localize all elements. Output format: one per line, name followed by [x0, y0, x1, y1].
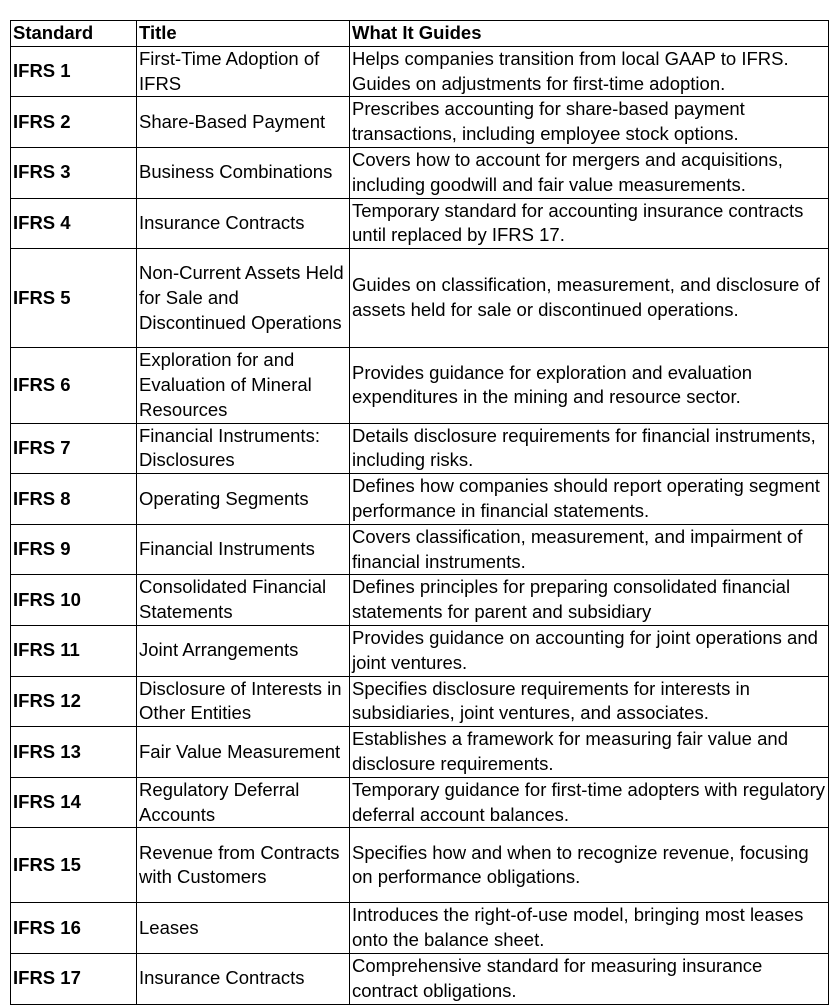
standard-cell: IFRS 17	[11, 953, 137, 1004]
title-cell: Joint Arrangements	[137, 625, 350, 676]
table-row	[11, 46, 829, 97]
standard-cell: IFRS 10	[11, 575, 137, 626]
title-cell: Financial Instruments	[137, 524, 350, 575]
table-row	[11, 474, 829, 525]
title-cell: Fair Value Measurement	[137, 727, 350, 778]
table-row	[11, 249, 829, 348]
table-row	[11, 147, 829, 198]
title-cell: Exploration for and Evaluation of Mineral Resources	[137, 348, 350, 423]
standard-cell: IFRS 1	[11, 46, 137, 97]
header-what-it-guides: What It Guides	[350, 21, 829, 47]
standard-cell: IFRS 12	[11, 676, 137, 727]
guides-cell: Introduces the right-of-use model, bringing most leases onto the balance sheet.	[350, 903, 829, 954]
standard-cell: IFRS 6	[11, 348, 137, 423]
ifrs-standards-table	[10, 20, 829, 1005]
guides-cell: Temporary standard for accounting insurance contracts until replaced by IFRS 17.	[350, 198, 829, 249]
standard-cell: IFRS 15	[11, 828, 137, 903]
standard-cell: IFRS 14	[11, 777, 137, 828]
title-cell: Operating Segments	[137, 474, 350, 525]
guides-cell: Prescribes accounting for share-based payment transactions, including employee stock options.	[350, 97, 829, 148]
title-cell: Non-Current Assets Held for Sale and Discontinued Operations	[137, 249, 350, 348]
guides-cell: Establishes a framework for measuring fair value and disclosure requirements.	[350, 727, 829, 778]
table-row	[11, 524, 829, 575]
guides-cell: Specifies how and when to recognize revenue, focusing on performance obligations.	[350, 828, 829, 903]
table-header	[11, 21, 829, 47]
title-cell: Business Combinations	[137, 147, 350, 198]
guides-cell: Guides on classification, measurement, and disclosure of assets held for sale or discontinued operations.	[350, 249, 829, 348]
standard-cell: IFRS 16	[11, 903, 137, 954]
guides-cell: Covers how to account for mergers and acquisitions, including goodwill and fair value measurements.	[350, 147, 829, 198]
standard-cell: IFRS 11	[11, 625, 137, 676]
table-row	[11, 198, 829, 249]
table-row	[11, 676, 829, 727]
title-cell: Share-Based Payment	[137, 97, 350, 148]
guides-cell: Helps companies transition from local GAAP to IFRS. Guides on adjustments for first-time adoption.	[350, 46, 829, 97]
table-row	[11, 423, 829, 474]
table-row	[11, 348, 829, 423]
table-row	[11, 727, 829, 778]
guides-cell: Defines principles for preparing consolidated financial statements for parent and subsidiary	[350, 575, 829, 626]
guides-cell: Comprehensive standard for measuring insurance contract obligations.	[350, 953, 829, 1004]
standard-cell: IFRS 2	[11, 97, 137, 148]
title-cell: Financial Instruments: Disclosures	[137, 423, 350, 474]
title-cell: Disclosure of Interests in Other Entities	[137, 676, 350, 727]
title-cell: Consolidated Financial Statements	[137, 575, 350, 626]
guides-cell: Specifies disclosure requirements for interests in subsidiaries, joint ventures, and associates.	[350, 676, 829, 727]
header-title: Title	[137, 21, 350, 47]
standard-cell: IFRS 8	[11, 474, 137, 525]
table-row	[11, 828, 829, 903]
title-cell: Leases	[137, 903, 350, 954]
title-cell: First-Time Adoption of IFRS	[137, 46, 350, 97]
guides-cell: Provides guidance on accounting for joint operations and joint ventures.	[350, 625, 829, 676]
guides-cell: Details disclosure requirements for financial instruments, including risks.	[350, 423, 829, 474]
title-cell: Insurance Contracts	[137, 198, 350, 249]
standard-cell: IFRS 3	[11, 147, 137, 198]
standard-cell: IFRS 9	[11, 524, 137, 575]
standard-cell: IFRS 7	[11, 423, 137, 474]
table-row	[11, 953, 829, 1004]
standard-cell: IFRS 4	[11, 198, 137, 249]
table-row	[11, 625, 829, 676]
table-row	[11, 777, 829, 828]
guides-cell: Provides guidance for exploration and evaluation expenditures in the mining and resource sector.	[350, 348, 829, 423]
table-body	[11, 46, 829, 1004]
table-row	[11, 903, 829, 954]
guides-cell: Temporary guidance for first-time adopters with regulatory deferral account balances.	[350, 777, 829, 828]
standard-cell: IFRS 13	[11, 727, 137, 778]
header-row	[11, 21, 829, 47]
title-cell: Revenue from Contracts with Customers	[137, 828, 350, 903]
guides-cell: Covers classification, measurement, and impairment of financial instruments.	[350, 524, 829, 575]
table-row	[11, 575, 829, 626]
table-row	[11, 97, 829, 148]
title-cell: Insurance Contracts	[137, 953, 350, 1004]
standard-cell: IFRS 5	[11, 249, 137, 348]
guides-cell: Defines how companies should report operating segment performance in financial statements.	[350, 474, 829, 525]
header-standard: Standard	[11, 21, 137, 47]
title-cell: Regulatory Deferral Accounts	[137, 777, 350, 828]
